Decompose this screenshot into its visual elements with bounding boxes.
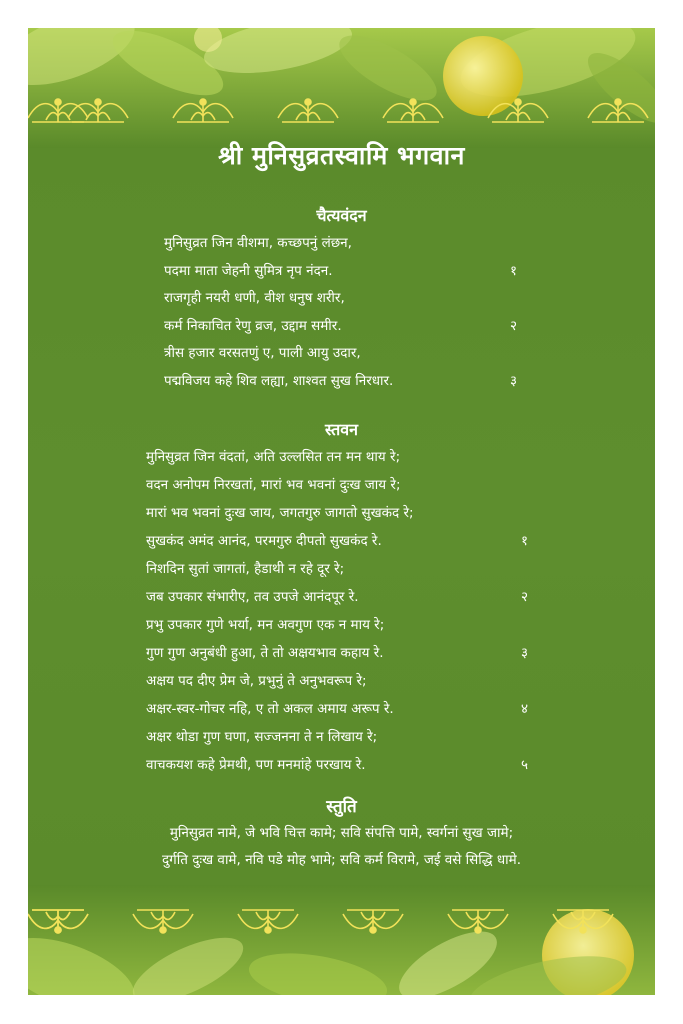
stavan-line: प्रभु उपकार गुणे भर्या, मन अवगुण एक न माय रे; bbox=[146, 617, 385, 633]
stuti-heading: स्तुति bbox=[326, 797, 357, 817]
chaityavandan-line: पद्मविजय कहे शिव लह्या, शाश्वत सुख निरधार. bbox=[164, 373, 394, 389]
verse-number: ४ bbox=[521, 701, 529, 717]
stavan-line: गुण गुण अनुबंधी हुआ, ते तो अक्षयभाव कहाय रे. bbox=[146, 645, 384, 661]
stavan-line: अक्षर थोडा गुण घणा, सज्जनना ते न लिखाय रे; bbox=[146, 729, 378, 745]
stavan-line: अक्षर-स्वर-गोचर नहि, ए तो अकल अमाय अरूप रे. bbox=[146, 701, 394, 717]
bottom-ornament-border bbox=[28, 902, 655, 942]
stavan-line: मुनिसुव्रत जिन वंदतां, अति उल्लसित तन मन थाय रे; bbox=[146, 449, 401, 465]
chaityavandan-line: मुनिसुव्रत जिन वीशमा, कच्छपनुं लंछन, bbox=[164, 235, 352, 251]
stavan-line: निशदिन सुतां जागतां, हैडाथी न रहे दूर रे; bbox=[146, 561, 345, 577]
top-foliage-decoration bbox=[28, 28, 655, 148]
stavan-line: सुखकंद अमंद आनंद, परमगुरु दीपतो सुखकंद रे. bbox=[146, 533, 382, 549]
scripture-page bbox=[28, 28, 655, 995]
verse-number: १ bbox=[521, 533, 529, 549]
chaityavandan-line: कर्म निकाचित रेणु व्रज, उद्दाम समीर. bbox=[164, 318, 342, 334]
stavan-line: मारां भव भवनां दुःख जाय, जगतगुरु जागतो सुखकंद रे; bbox=[146, 505, 414, 521]
verse-number: २ bbox=[521, 589, 529, 605]
verse-number: ३ bbox=[521, 645, 529, 661]
stuti-line: दुर्गति दुःख वामे, नवि पडे मोह भामे; सवि कर्म विरामे, जई वसे सिद्धि धामे. bbox=[161, 852, 522, 868]
chaityavandan-heading: चैत्यवंदन bbox=[316, 206, 367, 225]
stavan-line: वदन अनोपम निरखतां, मारां भव भवनां दुःख जाय रे; bbox=[146, 477, 401, 493]
verse-number: ५ bbox=[521, 757, 529, 773]
verse-number: २ bbox=[510, 318, 518, 334]
verse-number: ३ bbox=[510, 373, 518, 389]
stavan-line: जब उपकार संभारीए, तव उपजे आनंदपूर रे. bbox=[146, 589, 359, 605]
chaityavandan-line: त्रीस हजार वरसतणुं ए, पाली आयु उदार, bbox=[164, 345, 361, 361]
stavan-line: वाचकयश कहे प्रेमथी, पण मनमांहे परखाय रे. bbox=[146, 757, 366, 773]
chaityavandan-line: पदमा माता जेहनी सुमित्र नृप नंदन. bbox=[164, 263, 333, 279]
chaityavandan-line: राजगृही नयरी धणी, वीश धनुष शरीर, bbox=[164, 290, 345, 306]
stavan-line: अक्षय पद दीए प्रेम जे, प्रभुनुं ते अनुभवरूप रे; bbox=[146, 673, 367, 689]
page-title: श्री मुनिसुव्रतस्वामि भगवान bbox=[218, 141, 465, 170]
stavan-heading: स्तवन bbox=[324, 420, 359, 439]
top-ornament-border bbox=[28, 90, 655, 130]
verse-number: १ bbox=[510, 263, 518, 279]
stuti-line: मुनिसुव्रत नामे, जे भवि चित्त कामे; सवि संपत्ति पामे, स्वर्गनां सुख जामे; bbox=[169, 825, 514, 841]
